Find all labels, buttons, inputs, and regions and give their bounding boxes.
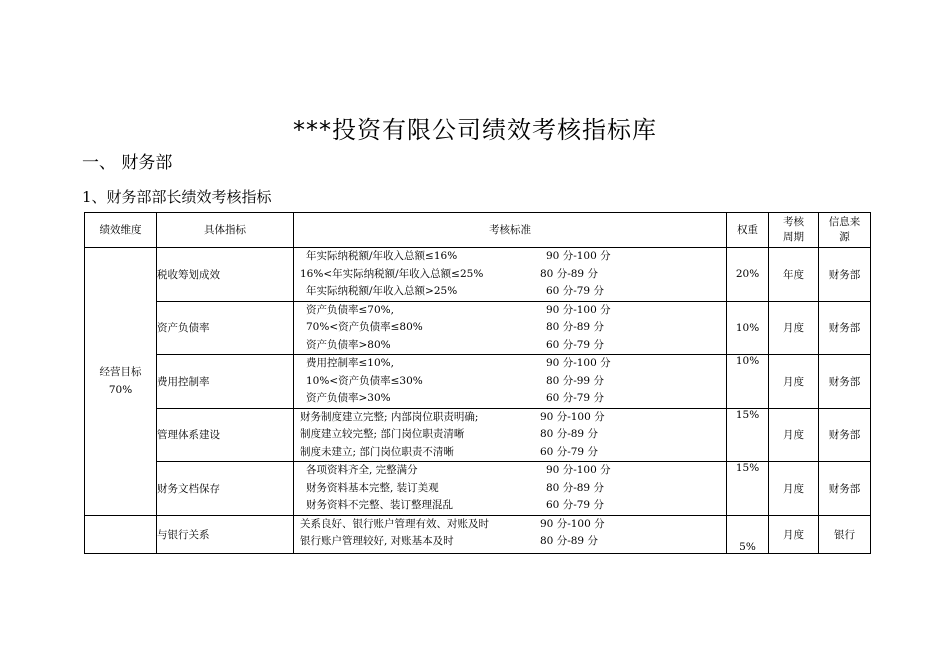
dimension-cell: 经营目标 70%: [85, 248, 157, 516]
criteria-cell: 财务制度建立完整; 内部岗位职责明确; 90 分-100 分 制度建立较完整; 部门岗位职责清晰 80 分-89 分 制度未建立; 部门岗位职责不清晰 60 分-79 分: [294, 408, 727, 462]
table-row: [85, 248, 871, 302]
period-cell: 年度: [769, 248, 819, 302]
header-dimension: 绩效维度: [85, 213, 157, 248]
indicator-cell: 税收筹划成效: [157, 248, 294, 302]
kpi-table: [84, 212, 871, 554]
indicator-cell: 费用控制率: [157, 355, 294, 409]
source-cell: 财务部: [819, 355, 871, 409]
source-cell: 财务部: [819, 462, 871, 516]
weight-cell: 5%: [727, 515, 769, 553]
header-indicator: 具体指标: [157, 213, 294, 248]
indicator-cell: 财务文档保存: [157, 462, 294, 516]
header-criteria: 考核标准: [294, 213, 727, 248]
criteria-cell: 资产负债率≤70%, 90 分-100 分 70%<资产负债率≤80% 80 分-89 分 资产负债率>80% 60 分-79 分: [294, 301, 727, 355]
weight-cell: 10%: [727, 355, 769, 409]
subsection-heading: 1、财务部部长绩效考核指标: [82, 188, 272, 206]
criteria-cell: 关系良好、银行账户管理有效、对账及时 90 分-100 分 银行账户管理较好, 对账基本及时 80 分-89 分: [294, 515, 727, 553]
criteria-cell: 年实际纳税额/年收入总额≤16% 90 分-100 分 16%<年实际纳税额/年收入总额≤25% 80 分-89 分 年实际纳税额/年收入总额>25% 60 分-79 分: [294, 248, 727, 302]
period-cell: 月度: [769, 301, 819, 355]
source-cell: 财务部: [819, 408, 871, 462]
weight-cell: 20%: [727, 248, 769, 302]
indicator-cell: 与银行关系: [157, 515, 294, 553]
weight-cell: 10%: [727, 301, 769, 355]
period-cell: 月度: [769, 408, 819, 462]
period-cell: 月度: [769, 515, 819, 553]
table-header-row: [85, 213, 871, 248]
period-cell: 月度: [769, 462, 819, 516]
weight-cell: 15%: [727, 462, 769, 516]
table-row: [85, 515, 871, 553]
weight-cell: 15%: [727, 408, 769, 462]
header-weight: 权重: [727, 213, 769, 248]
dimension-cell-empty: [85, 515, 157, 553]
period-cell: 月度: [769, 355, 819, 409]
table-row: [85, 301, 871, 355]
source-cell: 银行: [819, 515, 871, 553]
table-row: [85, 355, 871, 409]
source-cell: 财务部: [819, 301, 871, 355]
header-period: 考核 周期: [769, 213, 819, 248]
source-cell: 财务部: [819, 248, 871, 302]
table-row: [85, 408, 871, 462]
criteria-cell: 各项资料齐全, 完整满分 90 分-100 分 财务资料基本完整, 装订美观 80 分-89 分 财务资料不完整、装订整理混乱 60 分-79 分: [294, 462, 727, 516]
header-source: 信息来 源: [819, 213, 871, 248]
criteria-cell: 费用控制率≤10%, 90 分-100 分 10%<资产负债率≤30% 80 分-99 分 资产负债率>30% 60 分-79 分: [294, 355, 727, 409]
page-title: ***投资有限公司绩效考核指标库: [293, 116, 657, 144]
section-heading: 一、 财务部: [82, 153, 173, 173]
indicator-cell: 资产负债率: [157, 301, 294, 355]
table-row: [85, 462, 871, 516]
indicator-cell: 管理体系建设: [157, 408, 294, 462]
